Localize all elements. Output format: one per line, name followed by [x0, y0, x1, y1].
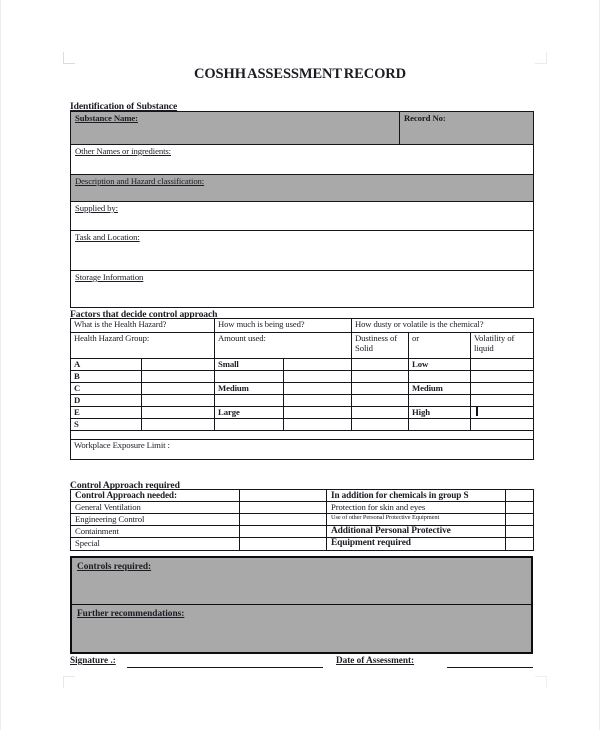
text-group-header-hazard: What is the Health Hazard? [74, 319, 167, 329]
table-row [71, 502, 534, 514]
cell-volatility-s-input[interactable] [471, 419, 534, 431]
cell-spacer-row [71, 431, 534, 440]
cell-amount-b-input[interactable] [284, 371, 352, 383]
cell-protection-skin-eyes-input[interactable] [506, 502, 534, 514]
factors-table [70, 318, 534, 460]
cell-additional-ppe-line2 [327, 538, 506, 550]
cell-hazard-group-e [71, 407, 142, 419]
cell-record-no[interactable] [400, 112, 534, 145]
cell-sub-header-dustiness [352, 333, 409, 359]
cell-hazard-group-d [71, 395, 142, 407]
text-hazard-group-c: C [74, 383, 81, 393]
cell-containment-input[interactable] [240, 526, 327, 538]
cell-dustiness-s-input[interactable] [352, 419, 409, 431]
section-heading-factors: Factors that decide control approach [70, 309, 218, 320]
text-sub-header-dustiness: Dustiness of Solid [355, 333, 397, 354]
table-row [71, 359, 534, 371]
table-row [71, 145, 534, 175]
crop-mark-bottom-left-icon [63, 676, 75, 688]
text-amount-small: Small [218, 359, 239, 369]
cell-level-s[interactable] [409, 419, 471, 431]
cell-hazard-group-e-input[interactable] [142, 407, 215, 419]
cell-hazard-group-b-input[interactable] [142, 371, 215, 383]
cell-group-header-hazard [71, 319, 215, 333]
text-level-medium: Medium [412, 383, 443, 393]
cell-dustiness-b-input[interactable] [352, 371, 409, 383]
cell-amount-b[interactable] [215, 371, 284, 383]
text-hazard-group-d: D [74, 395, 81, 405]
cell-dustiness-e-input[interactable] [352, 407, 409, 419]
cell-special [71, 538, 240, 550]
table-row [71, 383, 534, 395]
table-row [71, 538, 534, 550]
cell-sub-header-or [409, 333, 471, 359]
cell-supplied-by[interactable] [71, 202, 534, 231]
date-of-assessment-input-line[interactable] [447, 667, 533, 668]
text-group-header-dusty: How dusty or volatile is the chemical? [355, 319, 484, 329]
text-control-approach-needed-header: Control Approach needed: [75, 490, 177, 500]
cell-group-s-header [327, 490, 506, 502]
cell-level-medium [409, 383, 471, 395]
table-row [71, 319, 534, 333]
text-sub-header-volatility: Volatility of liquid [474, 333, 515, 354]
table-row [71, 419, 534, 431]
text-special: Special [75, 538, 100, 549]
cell-dustiness-d-input[interactable] [352, 395, 409, 407]
signature-input-line[interactable] [127, 667, 323, 668]
label-other-names: Other Names or ingredients: [75, 146, 171, 156]
label-further-recommendations: Further recommendations: [77, 609, 185, 619]
controls-required-block [70, 556, 533, 654]
text-sub-header-or: or [412, 333, 420, 343]
crop-mark-bottom-right-icon [535, 676, 547, 688]
table-row [71, 231, 534, 271]
table-row [71, 175, 534, 202]
text-group-s-header: In addition for chemicals in group S [331, 490, 469, 500]
cell-hazard-group-s-input[interactable] [142, 419, 215, 431]
cell-amount-large [215, 407, 284, 419]
section-heading-control-approach: Control Approach required [70, 480, 180, 491]
cell-special-input[interactable] [240, 538, 327, 550]
cell-sub-header-hazard-group [71, 333, 215, 359]
cell-level-low [409, 359, 471, 371]
text-hazard-group-e: E [74, 407, 80, 417]
cell-group-header-dusty [352, 319, 534, 333]
label-controls-required: Controls required: [77, 562, 152, 572]
table-row [71, 271, 534, 308]
controls-required-field[interactable] [72, 558, 531, 605]
cell-containment [71, 526, 240, 538]
cell-hazard-group-c [71, 383, 142, 395]
label-date-of-assessment: Date of Assessment: [336, 655, 415, 665]
text-protection-skin-eyes: Protection for skin and eyes [331, 502, 426, 513]
cell-amount-large-input[interactable] [284, 407, 352, 419]
text-cursor-caret [476, 407, 478, 416]
text-additional-ppe-line1: Additional Personal Protective [331, 526, 451, 537]
label-signature: Signature .: [70, 655, 116, 665]
text-group-header-amount: How much is being used? [218, 319, 305, 329]
cell-volatility-b-input[interactable] [471, 371, 534, 383]
cell-dustiness-c-input[interactable] [352, 383, 409, 395]
text-hazard-group-s: S [74, 419, 79, 429]
cell-additional-ppe-line1 [327, 526, 506, 538]
cell-other-ppe [327, 514, 506, 526]
cell-control-approach-needed-header [71, 490, 240, 502]
cell-additional-ppe-line2-input[interactable] [506, 538, 534, 550]
cell-dustiness-a-input[interactable] [352, 359, 409, 371]
table-row [71, 514, 534, 526]
cell-amount-medium [215, 383, 284, 395]
label-record-no: Record No: [404, 113, 446, 123]
table-row [71, 202, 534, 231]
cell-level-high [409, 407, 471, 419]
label-supplied-by: Supplied by: [75, 203, 118, 213]
cell-amount-d-input[interactable] [284, 395, 352, 407]
further-recommendations-field[interactable] [72, 605, 531, 652]
text-hazard-group-b: B [74, 371, 80, 381]
cell-substance-name[interactable] [71, 112, 400, 145]
document-title: COSHH ASSESSMENT RECORD [194, 66, 406, 82]
cell-other-names[interactable] [71, 145, 534, 175]
text-amount-large: Large [218, 407, 240, 417]
cell-amount-d[interactable] [215, 395, 284, 407]
section-heading-identification: Identification of Substance [70, 101, 178, 112]
label-task-location: Task and Location: [75, 232, 140, 242]
cell-storage-information[interactable] [71, 271, 534, 308]
cell-level-d[interactable] [409, 395, 471, 407]
table-row [71, 490, 534, 502]
cell-amount-small [215, 359, 284, 371]
cell-group-header-amount [215, 319, 352, 333]
cell-amount-s-input[interactable] [284, 419, 352, 431]
table-row [71, 333, 534, 359]
cell-group-s-header-input[interactable] [506, 490, 534, 502]
cell-amount-s[interactable] [215, 419, 284, 431]
cell-sub-header-amount-used [215, 333, 352, 359]
text-level-high: High [412, 407, 430, 417]
text-level-low: Low [412, 359, 429, 369]
table-row [71, 112, 534, 145]
cell-level-b[interactable] [409, 371, 471, 383]
text-hazard-group-a: A [74, 359, 81, 369]
cell-hazard-group-c-input[interactable] [142, 383, 215, 395]
table-row [71, 526, 534, 538]
table-row [71, 440, 534, 460]
text-engineering-control: Engineering Control [75, 514, 145, 525]
table-row [71, 395, 534, 407]
identification-table [70, 111, 534, 308]
cell-hazard-group-b [71, 371, 142, 383]
cell-amount-medium-input[interactable] [284, 383, 352, 395]
signoff-row [70, 655, 533, 671]
cell-volatility-e-input[interactable] [471, 407, 534, 419]
table-row [71, 431, 534, 440]
label-description-hazard: Description and Hazard classification: [75, 176, 205, 186]
text-amount-medium: Medium [218, 383, 249, 393]
cell-general-ventilation [71, 502, 240, 514]
cell-volatility-d-input[interactable] [471, 395, 534, 407]
cell-hazard-group-s [71, 419, 142, 431]
cell-volatility-a-input[interactable] [471, 359, 534, 371]
text-other-ppe: Use of other Personal Protective Equipment [331, 514, 440, 522]
cell-hazard-group-a-input[interactable] [142, 359, 215, 371]
text-containment: Containment [75, 526, 119, 537]
cell-amount-small-input[interactable] [284, 359, 352, 371]
cell-other-ppe-input[interactable] [506, 514, 534, 526]
crop-mark-top-right-icon [535, 52, 547, 64]
cell-description-hazard[interactable] [71, 175, 534, 202]
label-substance-name: Substance Name: [75, 113, 138, 123]
table-row [71, 407, 534, 419]
label-storage-information: Storage Information [75, 272, 144, 282]
text-sub-header-amount-used: Amount used: [218, 333, 266, 343]
table-row [71, 371, 534, 383]
cell-hazard-group-a [71, 359, 142, 371]
text-sub-header-hazard-group: Health Hazard Group: [74, 333, 150, 343]
cell-engineering-control [71, 514, 240, 526]
cell-volatility-c-input[interactable] [471, 383, 534, 395]
cell-additional-ppe-line1-input[interactable] [506, 526, 534, 538]
cell-sub-header-volatility [471, 333, 534, 359]
cell-task-location[interactable] [71, 231, 534, 271]
text-general-ventilation: General Ventilation [75, 502, 141, 513]
label-workplace-exposure-limit: Workplace Exposure Limit : [74, 440, 170, 450]
control-approach-table [70, 489, 534, 551]
cell-hazard-group-d-input[interactable] [142, 395, 215, 407]
cell-general-ventilation-input[interactable] [240, 502, 327, 514]
cell-protection-skin-eyes [327, 502, 506, 514]
cell-engineering-control-input[interactable] [240, 514, 327, 526]
cell-control-approach-needed-input[interactable] [240, 490, 327, 502]
crop-mark-top-left-icon [63, 52, 75, 64]
cell-workplace-exposure-limit[interactable] [71, 440, 534, 460]
text-additional-ppe-line2: Equipment required [331, 538, 411, 549]
